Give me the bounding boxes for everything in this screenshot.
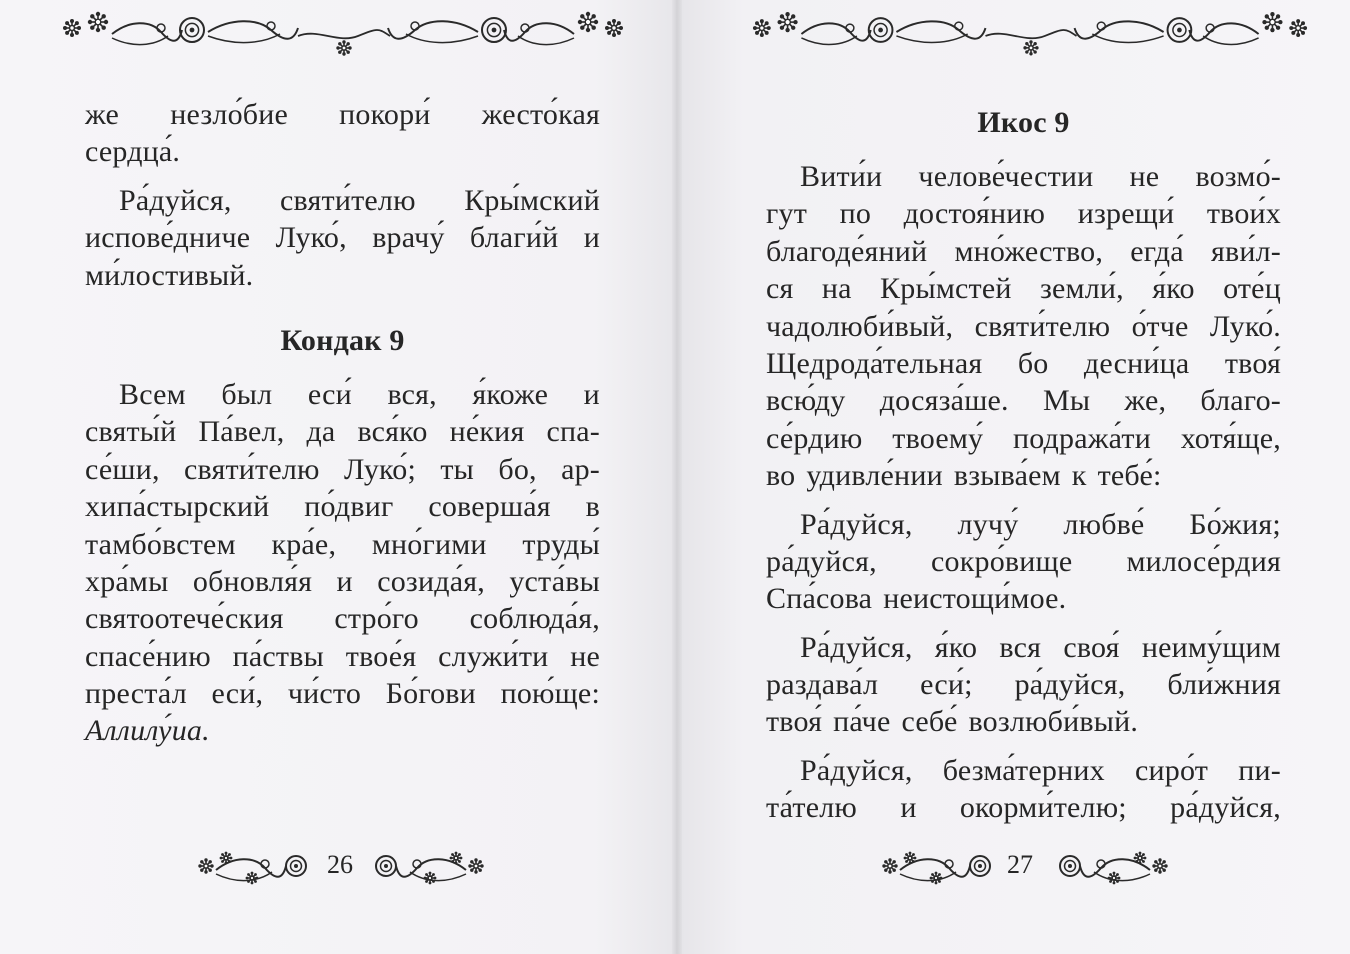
text-line [85,413,600,450]
word: покори́ [339,98,431,131]
word: благи́й [469,221,559,255]
word: хипа́стырский [85,490,270,524]
word: твоя́ [1224,346,1281,380]
text-line [766,789,1281,826]
word: святи́телю [184,452,320,486]
word: окорми́телю; [959,791,1127,825]
text-line [85,712,600,749]
top-ornament-right [748,8,1314,58]
text-line [766,629,1281,666]
word: твое́я [345,639,417,673]
word: и [900,791,917,825]
word: Спа́сова [766,582,873,616]
word: испове́дниче [85,221,251,255]
right-page-text [766,104,1281,827]
word: не [570,639,600,673]
word: созида́я, [377,564,485,598]
word: кра́е, [271,527,337,561]
word: же [85,98,120,131]
word: в [585,490,600,524]
word: Па́вел, [198,415,285,449]
word: я́ко [1152,272,1195,306]
text-line [85,376,600,413]
word: обновля́я [192,564,313,598]
word: твоему́ [892,421,984,455]
word: служи́ти [438,639,549,673]
word: та́телю [766,791,858,825]
page-number-left: 26 [327,850,353,879]
word: спасе́нию [85,639,211,673]
word: твои́х [1206,197,1281,231]
word: я́ко [934,630,978,664]
text-line [85,257,600,294]
section-heading: Кондак 9 [280,323,405,357]
word: па́ствы [232,639,324,673]
word: пою́ще: [500,677,600,711]
word: лучу́ [957,507,1019,541]
word: десни́ца [1083,346,1190,380]
word: раздава́л [766,668,879,702]
word: незло́бие [170,98,289,131]
word: я́коже [472,377,549,411]
word: удивле́нии [806,459,943,493]
text-line [766,195,1281,232]
word: Аллилу́иа. [85,714,210,748]
word: по́двиг [304,490,394,524]
word: Мы [1042,384,1091,418]
word: Всем [119,377,186,411]
word: хра́мы [85,564,169,598]
word: был [221,377,273,411]
text-line [85,563,600,600]
word: во [766,459,796,493]
word: достоя́нию [903,197,1046,231]
word: благо- [1200,384,1281,418]
text-line [766,703,1281,740]
word: Ра́дуйся, [800,507,913,541]
word: сердца́. [85,135,181,169]
word: челове́честии [918,160,1094,193]
word: ра́дуйся, [766,544,877,578]
word: яви́л- [1211,234,1281,268]
word: стро́го [334,602,419,636]
word: чи́сто [287,677,362,711]
word: не [1129,160,1160,193]
word: бо, [498,452,537,486]
word: изрещи́ [1077,197,1175,231]
word: сокро́вище [931,544,1073,578]
text-line [85,133,600,170]
text-line [766,382,1281,419]
word: неиму́щим [1141,630,1281,664]
text-line [766,543,1281,580]
text-line [85,96,600,133]
text-line [85,638,600,675]
word: чадолюби́вый, [766,309,954,343]
text-line [766,233,1281,270]
word: безма́терних [942,753,1105,787]
right-page [676,0,1350,954]
word: себе́ [901,705,958,739]
word: еси́, [211,677,264,711]
word: соблюда́я, [469,602,600,636]
word: преста́л [85,677,187,711]
word: ар- [561,452,600,486]
word: Бо́гови [385,677,476,711]
word: святи́телю [280,183,416,217]
word: твоя́ [766,705,823,739]
word: ты [440,452,475,486]
word: всю́ду [766,384,846,418]
word: своя́ [1063,630,1120,664]
word: мно́жество, [954,234,1104,268]
word: и [583,377,600,411]
word: милосе́рдия [1126,544,1281,578]
book-gutter [672,0,682,954]
text-line [766,506,1281,543]
word: к [1071,459,1087,493]
word: Кры́мстей [880,272,1012,306]
word: бли́жния [1167,668,1281,702]
word: ми́лостивый. [85,258,254,292]
word: Ра́дуйся, [800,753,913,787]
word: уста́вы [509,564,600,598]
word: се́ши, [85,452,160,486]
word: Ра́дуйся, [800,630,913,664]
word: и [583,221,600,255]
word: спа- [546,415,600,449]
text-line [85,675,600,712]
text-line [766,270,1281,307]
word: гут [766,197,808,231]
word: тамбо́встем [85,527,236,561]
word: соверша́я [428,490,551,524]
word: благоде́яний [766,234,928,268]
word: вся, [387,377,437,411]
word: тебе́: [1097,459,1162,493]
word: егда́ [1130,234,1184,268]
text-line [85,600,600,637]
text-line [85,182,600,219]
word: пи- [1238,753,1281,787]
word: жесто́кая [481,98,600,131]
word: оте́ц [1223,272,1281,306]
word: святы́й [85,415,177,449]
word: Кры́мский [464,183,600,217]
word: се́рдию [766,421,863,455]
word: же, [1124,384,1167,418]
word: возлюби́вый. [968,705,1139,739]
word: и [336,564,353,598]
text-line [85,488,600,525]
section-heading: Икос 9 [977,106,1070,139]
word: на [821,272,852,306]
text-line [766,345,1281,382]
text-line [85,451,600,488]
word: любве́ [1063,507,1145,541]
word: возмо́- [1195,160,1281,193]
word: бо [1017,346,1049,380]
text-line [766,457,1281,494]
word: Луко́; [344,452,417,486]
text-line [766,158,1281,195]
word: еси́ [307,377,352,411]
word: Луко́. [1209,309,1281,343]
word: врачу́ [372,221,445,255]
word: Луко́, [275,221,347,255]
word: да [306,415,336,449]
word: труды́ [522,527,600,561]
text-line [85,219,600,256]
word: вся [999,630,1042,664]
word: еси́; [920,668,973,702]
word: святи́телю [974,309,1111,343]
word: ра́дуйся, [1014,668,1126,702]
text-line [766,666,1281,703]
word: по [839,197,872,231]
word: о́тче [1131,309,1189,343]
word: сиро́т [1134,753,1209,787]
word: мно́гими [371,527,487,561]
text-line [766,580,1281,617]
left-page-text [85,96,600,750]
word: святоотече́ския [85,602,284,636]
word: не́кия [449,415,525,449]
word: неистощи́мое. [883,582,1067,616]
word: Ра́дуйся, [119,183,232,217]
word: взыва́ем [953,459,1061,493]
word: земли́, [1039,272,1124,306]
word: Вити́и [800,160,883,193]
text-line [85,526,600,563]
text-line [766,308,1281,345]
word: Бо́жия; [1189,507,1281,541]
word: Щедрода́тельная [766,346,983,380]
word: ра́дуйся, [1170,791,1281,825]
word: па́че [833,705,891,739]
word: хотя́ще, [1180,421,1281,455]
text-line [766,752,1281,789]
word: подража́ти [1012,421,1151,455]
page-number-right: 27 [1007,850,1033,879]
text-line [766,420,1281,457]
word: вся́ко [357,415,428,449]
word: досяза́ше. [879,384,1009,418]
word: ся [766,272,794,306]
top-ornament-left [58,8,630,58]
